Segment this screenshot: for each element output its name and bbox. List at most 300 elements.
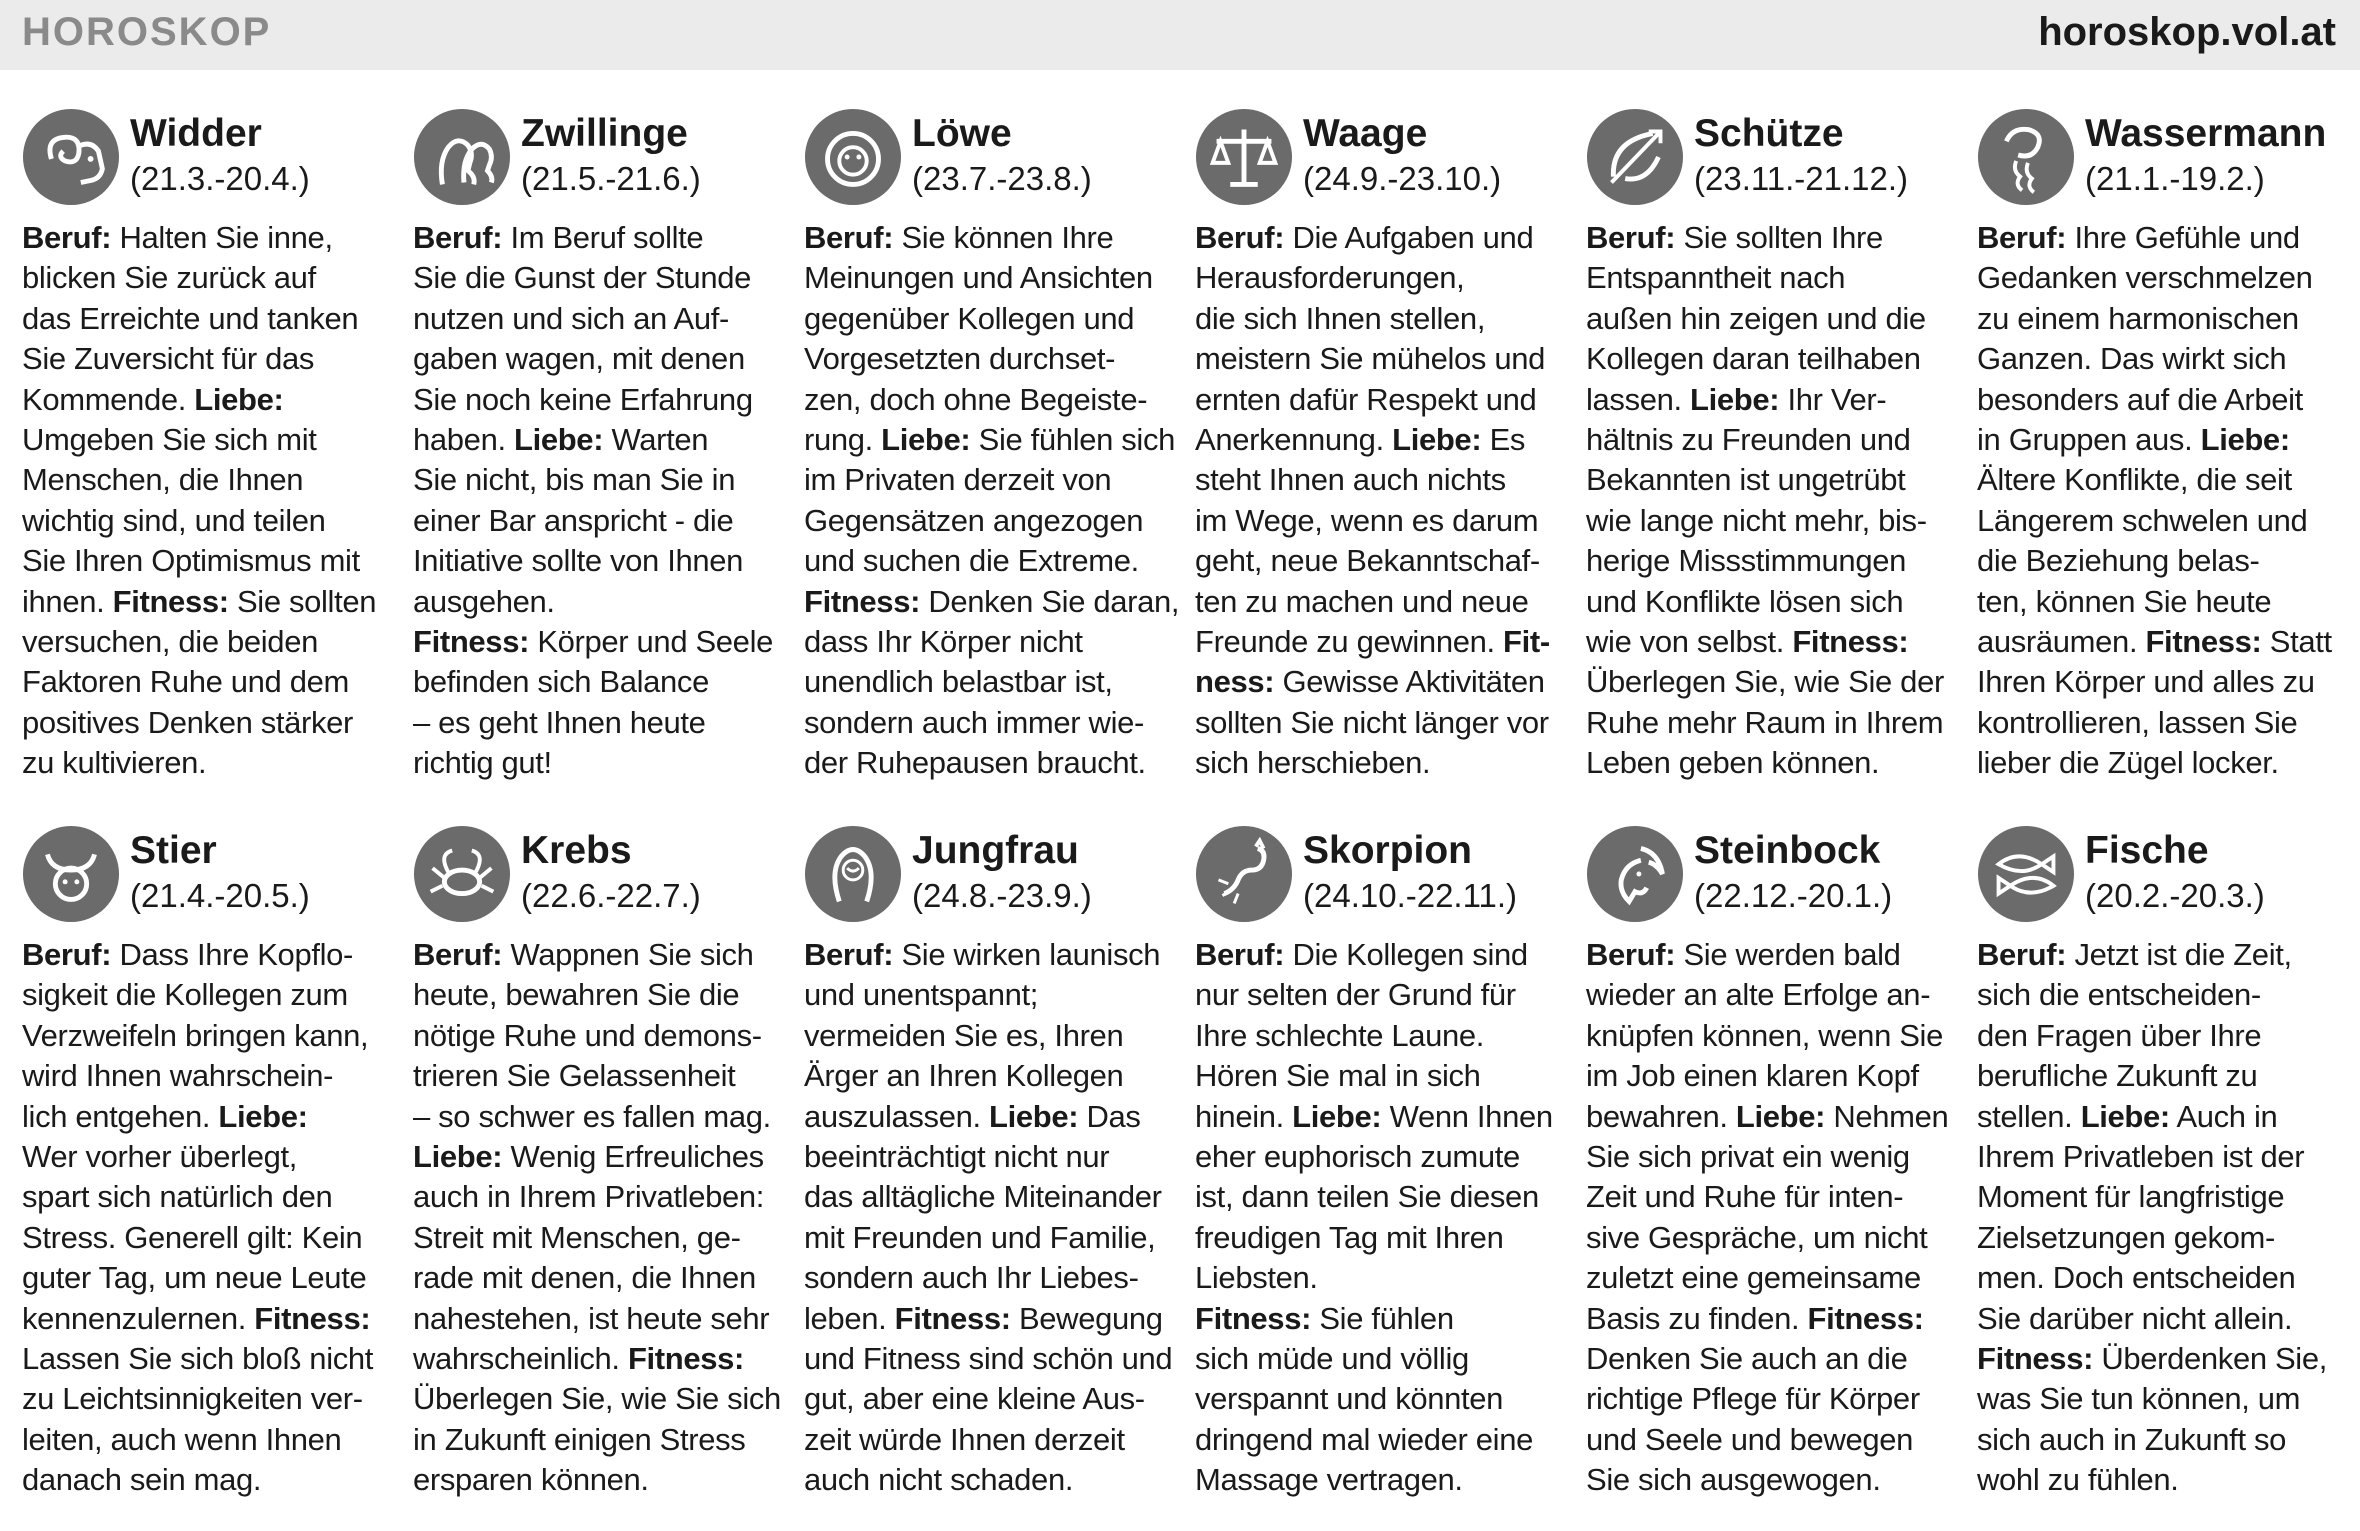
horoscope-text <box>1977 218 2342 784</box>
sign-header <box>804 825 1169 935</box>
text-line <box>804 1299 1169 1339</box>
ram-icon <box>22 108 120 206</box>
text-run: vermeiden Sie es, Ihren <box>804 1017 1124 1053</box>
virgin-icon <box>804 825 902 923</box>
text-line <box>22 935 387 975</box>
sign-header <box>804 108 1169 218</box>
text-run: Streit mit Menschen, ge- <box>413 1219 741 1255</box>
text-run: Meinungen und Ansichten <box>804 260 1153 296</box>
text-line <box>413 541 778 581</box>
text-run: beeinträchtigt nicht nur <box>804 1139 1110 1175</box>
text-run: hinein. <box>1195 1098 1293 1134</box>
text-line <box>1195 299 1560 339</box>
text-line <box>22 460 387 500</box>
text-run: zu kultivieren. <box>22 745 207 781</box>
text-line <box>413 380 778 420</box>
text-run: sigkeit die Kollegen zum <box>22 977 348 1013</box>
text-line <box>22 339 387 379</box>
fish-icon <box>1977 825 2075 923</box>
text-run: Liebsten. <box>1195 1260 1318 1296</box>
text-run: und Seele und bewegen <box>1586 1421 1914 1457</box>
text-line <box>1586 339 1951 379</box>
text-line <box>804 460 1169 500</box>
category-label: Liebe: <box>1735 1098 1826 1134</box>
text-line <box>413 258 778 298</box>
text-run: Ihre schlechte Laune. <box>1195 1017 1485 1053</box>
text-line <box>413 582 778 622</box>
text-run: Sie fühlen <box>1311 1300 1454 1336</box>
text-run: steht Ihnen auch nichts <box>1195 462 1506 498</box>
sign-header <box>1586 108 1951 218</box>
category-label: Beruf: <box>413 220 503 255</box>
sign-header <box>22 108 387 218</box>
text-line <box>804 582 1180 622</box>
horoscope-text <box>804 218 1180 784</box>
text-line <box>1977 1218 2342 1258</box>
text-line <box>804 743 1169 783</box>
text-run: Die Aufgaben und <box>1284 220 1534 255</box>
text-run: Halten Sie inne, <box>111 220 333 255</box>
category-label: Beruf: <box>1586 937 1676 972</box>
text-run: lieber die Zügel locker. <box>1977 745 2279 781</box>
text-line <box>1977 1299 2342 1339</box>
text-line <box>1586 935 1951 975</box>
sign-dates: (24.9.-23.10.) <box>1303 160 1502 197</box>
text-line <box>804 1339 1173 1379</box>
text-line <box>1586 541 1951 581</box>
archer-icon <box>1586 108 1684 206</box>
sign-steinbock <box>1586 825 1951 1501</box>
horoscope-text <box>1195 218 1560 784</box>
text-run: ausgehen. <box>413 583 555 619</box>
text-run: Ihren Körper und alles zu <box>1977 664 2315 700</box>
text-line <box>804 541 1169 581</box>
text-line <box>1977 501 2342 541</box>
text-run: nahestehen, ist heute sehr <box>413 1300 770 1336</box>
page-header <box>0 0 2360 70</box>
lion-icon <box>804 108 902 206</box>
text-run: Warten <box>603 422 709 458</box>
text-run: auch in Ihrem Privatleben: <box>413 1179 765 1215</box>
twins-icon <box>413 108 511 206</box>
text-line <box>413 420 778 460</box>
text-run: Leben geben können. <box>1586 745 1880 781</box>
text-run: Denken Sie auch an die <box>1586 1341 1908 1377</box>
text-line <box>1977 1460 2342 1500</box>
text-line <box>1586 662 1951 702</box>
text-line <box>1586 460 1951 500</box>
text-run: Lassen Sie sich bloß nicht <box>22 1341 374 1377</box>
sign-name: Fische <box>2085 829 2209 872</box>
text-line <box>804 935 1169 975</box>
text-run: Sie sollten Ihre <box>1675 220 1883 255</box>
text-run: heute, bewahren Sie die <box>413 977 740 1013</box>
water-bearer-icon <box>1977 108 2075 206</box>
text-line <box>22 703 387 743</box>
text-line <box>1586 1016 1951 1056</box>
text-run: Kommende. <box>22 381 195 417</box>
text-run: und Fitness sind schön und <box>804 1341 1173 1377</box>
text-run: Das <box>1078 1098 1141 1134</box>
text-run: den Fragen über Ihre <box>1977 1017 2262 1053</box>
text-run: Sie die Gunst der Stunde <box>413 260 751 296</box>
text-line <box>1977 662 2342 702</box>
text-run: Sie wirken launisch <box>893 937 1161 972</box>
category-label: Fitness: <box>1195 1300 1312 1336</box>
text-run: men. Doch entscheiden <box>1977 1260 2296 1296</box>
category-label: Beruf: <box>1195 937 1285 972</box>
text-line <box>1977 1258 2342 1298</box>
text-line <box>1195 1177 1560 1217</box>
text-line <box>1977 1420 2342 1460</box>
text-run: leiten, auch wenn Ihnen <box>22 1421 342 1457</box>
text-line <box>804 380 1169 420</box>
category-label: Liebe: <box>1392 422 1482 458</box>
text-run: Sie nicht, bis man Sie in <box>413 462 736 498</box>
bull-icon <box>22 825 120 923</box>
sign-jungfrau <box>804 825 1173 1501</box>
text-line <box>1977 935 2342 975</box>
text-line <box>413 1339 778 1379</box>
text-line <box>22 1137 387 1177</box>
text-run: und unentspannt; <box>804 977 1038 1013</box>
text-line <box>804 1420 1169 1460</box>
sign-widder <box>22 108 387 784</box>
text-run: Zeit und Ruhe für inten- <box>1586 1179 1904 1215</box>
text-run: leben. <box>804 1300 895 1336</box>
sign-wassermann <box>1977 108 2342 784</box>
text-run: herige Missstimmungen <box>1586 543 1906 579</box>
sign-dates: (22.12.-20.1.) <box>1694 877 1893 914</box>
text-run: eher euphorisch zumute <box>1195 1139 1520 1175</box>
text-line <box>1586 299 1951 339</box>
text-line <box>804 339 1169 379</box>
text-run: zeit würde Ihnen derzeit <box>804 1421 1125 1457</box>
sign-loewe <box>804 108 1180 784</box>
text-run: mit Freunden und Familie, <box>804 1219 1156 1255</box>
text-line <box>1977 1379 2342 1419</box>
text-line <box>1977 582 2342 622</box>
text-line <box>1977 622 2342 662</box>
sign-header <box>1977 825 2342 935</box>
text-line <box>1977 218 2342 258</box>
category-label: Liebe: <box>413 1139 503 1175</box>
text-line <box>804 1218 1169 1258</box>
sign-schuetze <box>1586 108 1951 784</box>
text-run: in Zukunft einigen Stress <box>413 1421 746 1457</box>
category-label: Beruf: <box>804 220 894 255</box>
text-line <box>22 501 387 541</box>
text-run: wieder an alte Erfolge an- <box>1586 977 1931 1013</box>
text-run: nur selten der Grund für <box>1195 977 1516 1013</box>
text-line <box>1586 582 1951 622</box>
website-link[interactable]: horoskop.vol.at <box>2038 10 2336 54</box>
text-run: blicken Sie zurück auf <box>22 260 316 296</box>
ibex-icon <box>1586 825 1684 923</box>
text-line <box>22 1097 387 1137</box>
text-line <box>1195 420 1560 460</box>
text-line <box>804 258 1169 298</box>
text-run: wahrscheinlich. <box>413 1341 628 1377</box>
category-label: ness: <box>1195 664 1275 700</box>
text-run: Gewisse Aktivitäten <box>1274 664 1545 700</box>
text-run: das Erreichte und tanken <box>22 300 359 336</box>
text-line <box>413 1097 778 1137</box>
text-run: ausräumen. <box>1977 624 2146 660</box>
text-run: wohl zu fühlen. <box>1977 1462 2179 1498</box>
sign-name: Wassermann <box>2085 112 2327 155</box>
text-line <box>804 1379 1169 1419</box>
category-label: Liebe: <box>989 1098 1079 1134</box>
sign-dates: (21.3.-20.4.) <box>130 160 310 197</box>
text-line <box>1195 1137 1560 1177</box>
text-line <box>1586 1258 1951 1298</box>
text-line <box>1195 1460 1560 1500</box>
text-run: Zielsetzungen gekom- <box>1977 1219 2275 1255</box>
category-label: Beruf: <box>413 937 503 972</box>
horoscope-text <box>22 935 387 1501</box>
text-run: Stress. Generell gilt: Kein <box>22 1219 363 1255</box>
scorpion-icon <box>1195 825 1293 923</box>
text-line <box>413 1379 781 1419</box>
text-line <box>22 743 387 783</box>
category-label: Liebe: <box>2200 422 2290 458</box>
text-run: kennenzulernen. <box>22 1300 255 1336</box>
text-run: Gegensätzen angezogen <box>804 502 1144 538</box>
text-run: sive Gespräche, um nicht <box>1586 1219 1928 1255</box>
text-line <box>1586 1379 1951 1419</box>
text-run: nötige Ruhe und demons- <box>413 1017 762 1053</box>
text-run: hältnis zu Freunden und <box>1586 422 1911 458</box>
text-run: Sie darüber nicht allein. <box>1977 1300 2293 1336</box>
category-label: Beruf: <box>1586 220 1676 255</box>
text-line <box>413 299 778 339</box>
text-line <box>1586 501 1951 541</box>
text-line <box>1586 743 1951 783</box>
text-line <box>804 218 1169 258</box>
text-line <box>22 1420 387 1460</box>
text-line <box>413 1177 778 1217</box>
text-line <box>1195 975 1560 1015</box>
sign-name: Stier <box>130 829 217 872</box>
text-run: trieren Sie Gelassenheit <box>413 1058 736 1094</box>
text-run: guter Tag, um neue Leute <box>22 1260 367 1296</box>
text-run: außen hin zeigen und die <box>1586 300 1926 336</box>
text-run: sollten Sie nicht länger vor <box>1195 704 1549 740</box>
text-line <box>1586 1420 1951 1460</box>
text-run: Es <box>1481 422 1526 458</box>
text-run: sich müde und völlig <box>1195 1341 1469 1377</box>
text-run: Verzweifeln bringen kann, <box>22 1017 369 1053</box>
text-line <box>1977 975 2342 1015</box>
text-run: wird Ihnen wahrschein- <box>22 1058 334 1094</box>
text-line <box>1586 380 1951 420</box>
text-line <box>413 975 778 1015</box>
text-run: Auch in <box>2169 1098 2278 1134</box>
category-label: Beruf: <box>1977 220 2067 255</box>
text-run: Ihre Gefühle und <box>2066 220 2300 255</box>
text-line <box>1586 1137 1951 1177</box>
text-line <box>413 1218 778 1258</box>
sign-name: Zwillinge <box>521 112 688 155</box>
text-line <box>22 622 387 662</box>
sign-name: Schütze <box>1694 112 1844 155</box>
text-line <box>22 541 387 581</box>
text-line <box>1195 1258 1560 1298</box>
text-run: zu einem harmonischen <box>1977 300 2299 336</box>
text-line <box>804 1258 1169 1298</box>
text-run: Ihrem Privatleben ist der <box>1977 1139 2305 1175</box>
text-run: ihnen. <box>22 583 113 619</box>
section-title: HOROSKOP <box>22 10 272 54</box>
text-run: zuletzt eine gemeinsame <box>1586 1260 1921 1296</box>
sign-header <box>1586 825 1951 935</box>
text-run: Sie können Ihre <box>893 220 1114 255</box>
text-run: Längerem schwelen und <box>1977 502 2308 538</box>
horoscope-text <box>1195 935 1560 1501</box>
text-line <box>1977 743 2342 783</box>
text-run: ernten dafür Respekt und <box>1195 381 1537 417</box>
text-run: stellen. <box>1977 1098 2081 1134</box>
text-run: die sich Ihnen stellen, <box>1195 300 1486 336</box>
horoscope-text <box>22 218 387 784</box>
text-line <box>22 420 387 460</box>
text-run: Denken Sie daran, <box>920 583 1180 619</box>
text-line <box>804 622 1169 662</box>
horoscope-text <box>413 218 778 784</box>
text-run: verspannt und könnten <box>1195 1381 1504 1417</box>
text-run: was Sie tun können, um <box>1977 1381 2301 1417</box>
category-label: Liebe: <box>194 381 284 417</box>
text-line <box>1586 1097 1951 1137</box>
text-run: versuchen, die beiden <box>22 624 318 660</box>
text-run: Entspanntheit nach <box>1586 260 1846 296</box>
text-line <box>1977 1137 2342 1177</box>
sign-header <box>22 825 387 935</box>
text-run: Jetzt ist die Zeit, <box>2066 937 2292 972</box>
category-label: Fitness: <box>1977 1341 2094 1377</box>
text-line <box>413 1420 778 1460</box>
text-line <box>413 501 778 541</box>
text-run: Sie sollten <box>228 583 377 619</box>
text-run: sich die entscheiden- <box>1977 977 2261 1013</box>
horoscope-text <box>1586 218 1951 784</box>
category-label: Liebe: <box>218 1098 308 1134</box>
text-run: auszulassen. <box>804 1098 990 1134</box>
sign-krebs <box>413 825 781 1501</box>
text-run: besonders auf die Arbeit <box>1977 381 2303 417</box>
horoscope-text <box>1977 935 2342 1501</box>
text-line <box>1195 1420 1560 1460</box>
text-line <box>413 218 778 258</box>
text-run: Sie noch keine Erfahrung <box>413 381 753 417</box>
text-line <box>1586 1056 1951 1096</box>
sign-name: Krebs <box>521 829 632 872</box>
text-run: Die Kollegen sind <box>1284 937 1528 972</box>
text-run: geht, neue Bekanntschaf- <box>1195 543 1540 579</box>
sign-name: Steinbock <box>1694 829 1881 872</box>
sign-header <box>413 108 778 218</box>
text-line <box>22 1299 387 1339</box>
category-label: Beruf: <box>804 937 894 972</box>
text-run: – es geht Ihnen heute <box>413 704 706 740</box>
text-line <box>804 501 1169 541</box>
text-line <box>1195 1379 1560 1419</box>
text-line <box>1586 420 1951 460</box>
sign-dates: (24.10.-22.11.) <box>1303 877 1518 914</box>
text-run: Initiative sollte von Ihnen <box>413 543 744 579</box>
text-run: Sie werden bald <box>1675 937 1901 972</box>
text-line <box>22 1339 387 1379</box>
text-line <box>1586 1339 1951 1379</box>
text-run: Faktoren Ruhe und dem <box>22 664 349 700</box>
sign-dates: (21.4.-20.5.) <box>130 877 310 914</box>
category-label: Beruf: <box>1195 220 1285 255</box>
text-run: auch nicht schaden. <box>804 1462 1074 1498</box>
sign-dates: (24.8.-23.9.) <box>912 877 1092 914</box>
horoscope-text <box>413 935 781 1501</box>
category-label: Beruf: <box>1977 937 2067 972</box>
sign-header <box>1977 108 2342 218</box>
category-label: Liebe: <box>2080 1098 2170 1134</box>
text-line <box>22 299 387 339</box>
text-line <box>1195 218 1560 258</box>
category-label: Fitness: <box>627 1341 745 1377</box>
text-run: Ältere Konflikte, die seit <box>1977 462 2292 498</box>
text-line <box>22 380 387 420</box>
text-run: lassen. <box>1586 381 1691 417</box>
scales-icon <box>1195 108 1293 206</box>
text-line <box>1586 1299 1951 1339</box>
text-run: nutzen und sich an Auf- <box>413 300 729 336</box>
text-line <box>1195 258 1560 298</box>
text-line <box>1586 1218 1951 1258</box>
text-line <box>413 1258 778 1298</box>
text-line <box>1586 1460 1951 1500</box>
text-line <box>1195 541 1560 581</box>
text-run: unendlich belastbar ist, <box>804 664 1113 700</box>
text-run: Menschen, die Ihnen <box>22 462 304 498</box>
text-line <box>413 1460 778 1500</box>
text-line <box>22 1379 387 1419</box>
text-run: Dass Ihre Kopflo- <box>111 937 353 972</box>
text-run: Herausforderungen, <box>1195 260 1465 296</box>
text-run: Vorgesetzten durchset- <box>804 341 1116 377</box>
text-line <box>413 662 778 702</box>
sign-header <box>1195 108 1560 218</box>
text-line <box>804 420 1176 460</box>
text-line <box>1977 1339 2342 1379</box>
text-run: ten, können Sie heute <box>1977 583 2272 619</box>
text-run: dass Ihr Körper nicht <box>804 624 1083 660</box>
text-run: sondern auch Ihr Liebes- <box>804 1260 1139 1296</box>
horoscope-text <box>804 935 1173 1501</box>
sign-name: Waage <box>1303 112 1428 155</box>
text-line <box>1586 975 1951 1015</box>
text-run: wichtig sind, und teilen <box>22 502 326 538</box>
text-run: danach sein mag. <box>22 1462 262 1498</box>
text-line <box>1977 1016 2342 1056</box>
text-run: Ruhe mehr Raum in Ihrem <box>1586 704 1944 740</box>
text-run: Massage vertragen. <box>1195 1462 1463 1498</box>
text-line <box>413 703 778 743</box>
sign-waage <box>1195 108 1560 784</box>
text-line <box>22 1016 387 1056</box>
sign-dates: (21.5.-21.6.) <box>521 160 701 197</box>
text-run: Sie sich ausgewogen. <box>1586 1462 1881 1498</box>
text-line <box>413 1056 778 1096</box>
text-run: dringend mal wieder eine <box>1195 1421 1533 1457</box>
